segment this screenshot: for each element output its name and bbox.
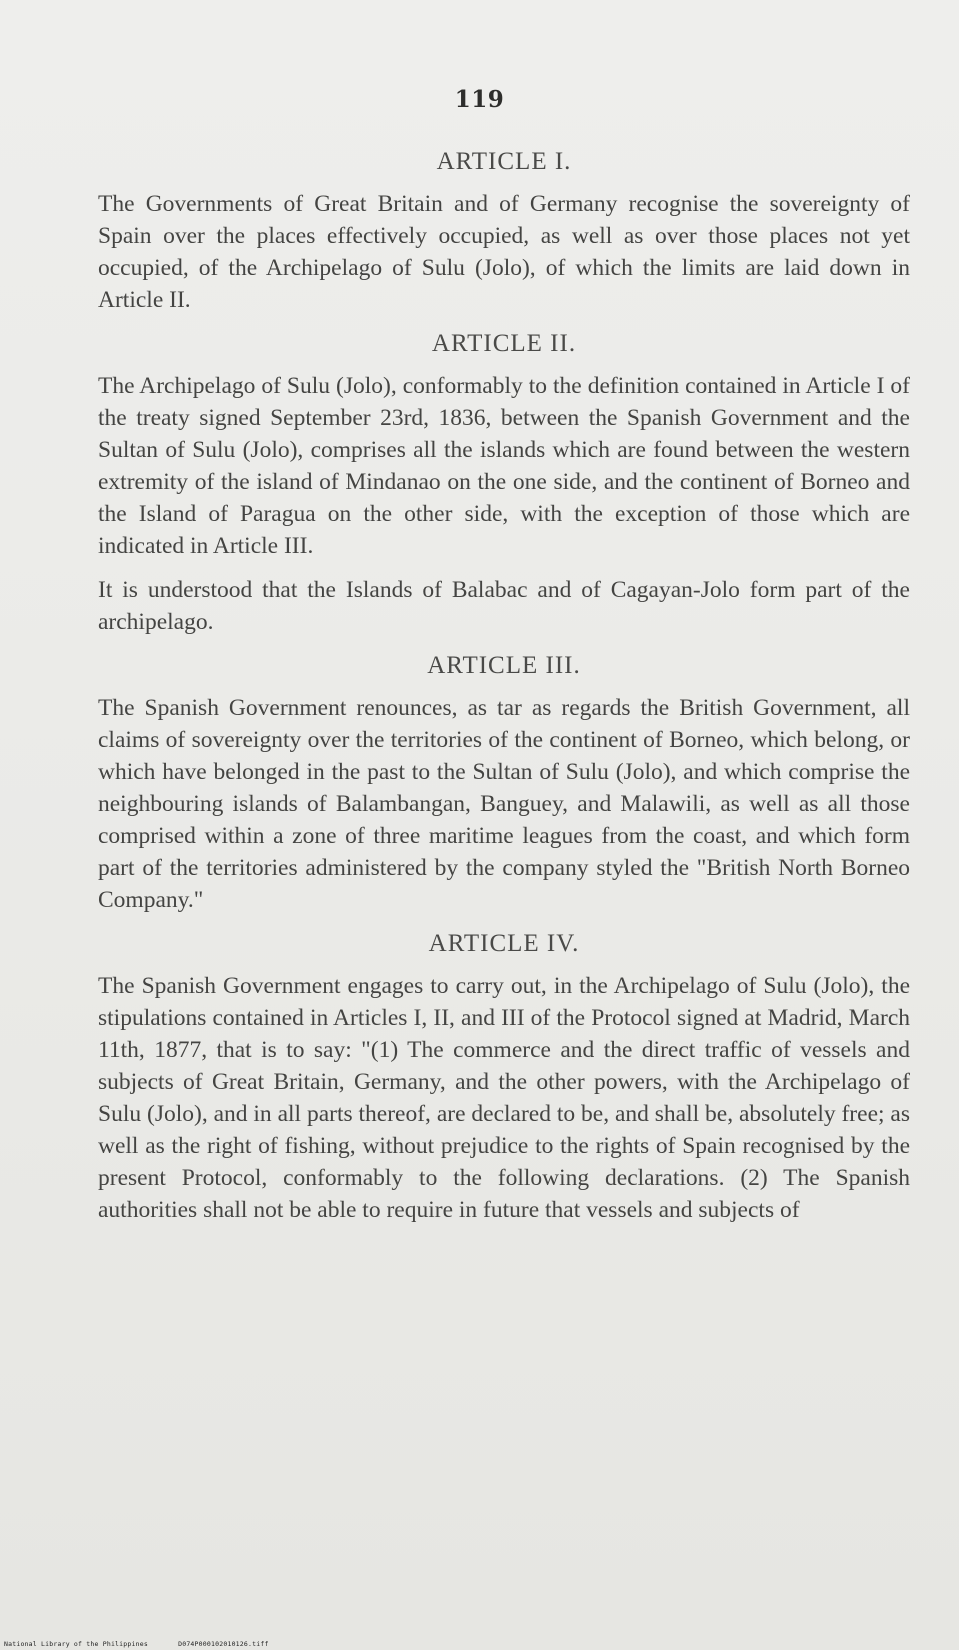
article-paragraph: It is understood that the Islands of Balabac and of Cagayan-Jolo form part of the archipelago. — [98, 577, 910, 635]
article-3 — [98, 650, 910, 916]
footer-library: National Library of the Philippines — [4, 1640, 148, 1648]
article-1 — [98, 146, 910, 316]
article-paragraph: The Spanish Government engages to carry out, in the Archipelago of Sulu (Jolo), the stipulations contained in Articles I, II, and III of the Protocol signed at Madrid, March 11th, 1877, that is to say: "(1) The commerce and the direct traffic of vessels and subjects of Great Britain, Germany, and the other powers, with the Archipelago of Sulu (Jolo), and in all parts thereof, are declared to be, and shall be, absolutely free; as well as the right of fishing, without prejudice to the rights of Spain recognised by the present Protocol, conformably to the following declarations. (2) The Spanish authorities shall not be able to require in future that vessels and subjects of — [98, 973, 910, 1223]
page-number: 119 — [454, 86, 505, 113]
footer-file: D074P000102010126.tiff — [178, 1640, 269, 1648]
article-heading: ARTICLE IV. — [428, 930, 580, 957]
article-heading: ARTICLE I. — [436, 148, 572, 175]
article-paragraph: The Spanish Government renounces, as tar as regards the British Government, all claims of sovereignty over the territories of the continent of Borneo, which belong, or which have belonged in the past to the Sultan of Sulu (Jolo), and which comprise the neighbouring islands of Balambangan, Banguey, and Malawili, as well as all those comprised within a zone of three maritime leagues from the coast, and which form part of the territories administered by the company styled the "British North Borneo Company." — [98, 695, 910, 913]
article-heading: ARTICLE II. — [431, 330, 577, 357]
article-heading: ARTICLE III. — [427, 652, 581, 679]
article-paragraph: The Governments of Great Britain and of Germany recognise the sovereignty of Spain over the places effectively occupied, as well as over those places not yet occupied, of the Archipelago of Sulu (Jolo), of which the limits are laid down in Article II. — [98, 191, 910, 313]
article-2 — [98, 328, 910, 638]
scan-footer — [4, 1640, 295, 1648]
article-4 — [98, 928, 910, 1226]
article-paragraph: The Archipelago of Sulu (Jolo), conformably to the definition contained in Article I of the treaty signed September 23rd, 1836, between the Spanish Government and the Sultan of Sulu (Jolo), comprises all the islands which are found between the western extremity of the island of Mindanao on the one side, and the continent of Borneo and the Island of Paragua on the other side, with the exception of those which are indicated in Article III. — [98, 373, 910, 559]
document-body — [98, 146, 910, 1238]
